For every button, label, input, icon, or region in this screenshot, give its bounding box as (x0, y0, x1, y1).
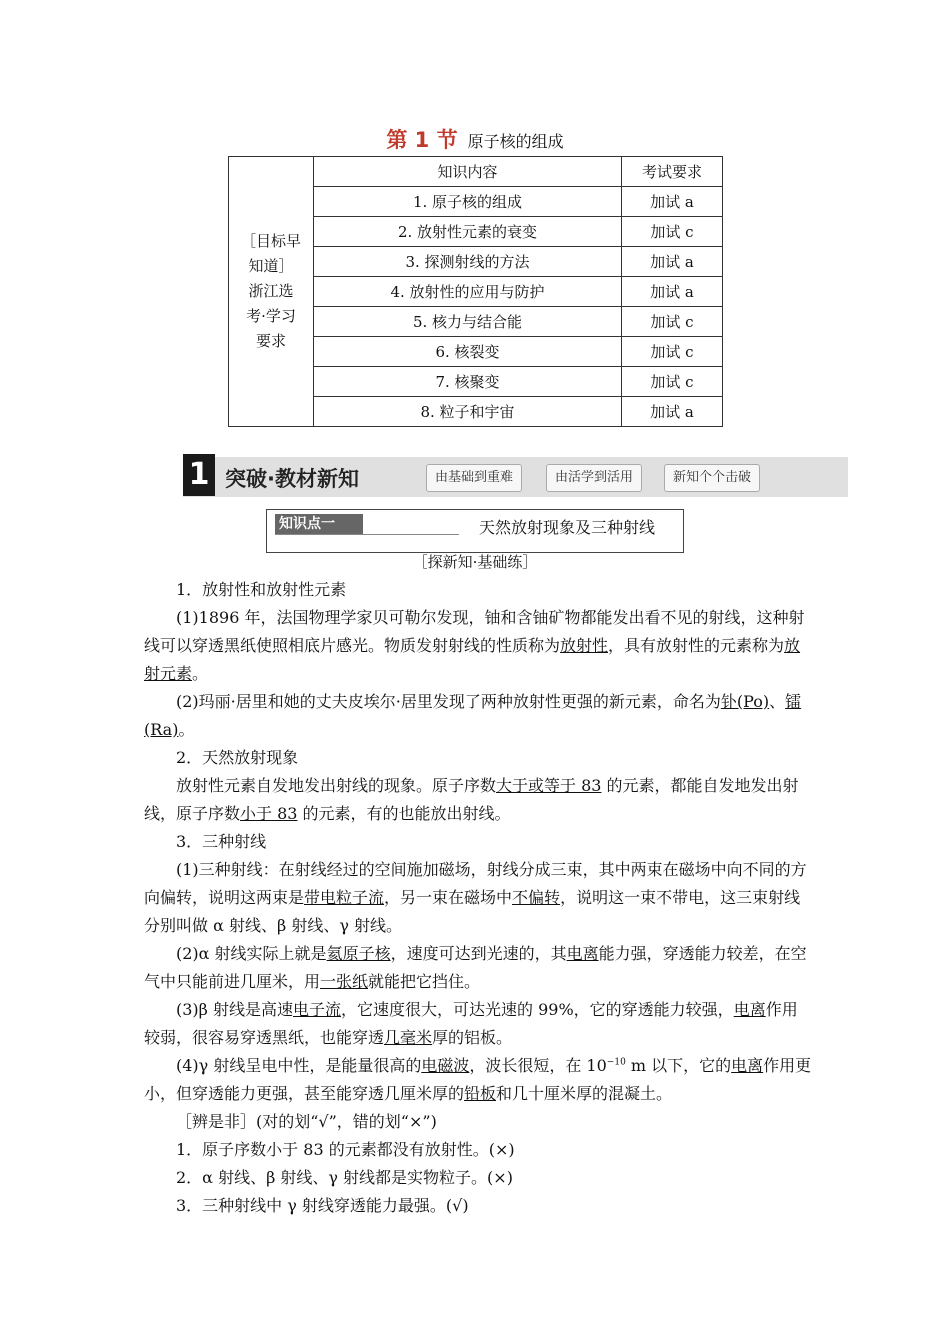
page-title (0, 124, 950, 154)
knowledge-tag: 知识点一 (275, 514, 363, 534)
banner-title: 突破·教材新知 (225, 467, 359, 491)
judge-item: 2．α 射线、β 射线、γ 射线都是实物粒子。(×) (176, 1168, 513, 1187)
table-left-label: ［目标早 知道］ 浙江选 考·学习 要求 (229, 157, 314, 427)
table-row: 1. 原子核的组成 加试 a (229, 187, 723, 217)
tag-underline (275, 534, 459, 535)
banner-button-basic: 由基础到重难 (426, 464, 522, 492)
table-row: 6. 核裂变 加试 c (229, 337, 723, 367)
section-title: 原子核的组成 (467, 132, 564, 151)
heading-2: 2．天然放射现象 (176, 748, 299, 767)
paragraph: (3)β 射线是高速电子流，它速度很大，可达光速的 99%，它的穿透能力较强，电离作用较弱，很容易穿透黑纸，也能穿透几毫米厚的铝板。 (144, 1000, 798, 1047)
main-content (144, 576, 812, 1220)
paragraph: 放射性元素自发地发出射线的现象。原子序数大于或等于 83 的元素，都能自发地发出射线，原子序数小于 83 的元素，有的也能放出射线。 (144, 776, 799, 823)
requirements-table (228, 156, 723, 427)
section-banner (183, 457, 848, 497)
paragraph: (2)α 射线实际上就是氦原子核，速度可达到光速的，其电离能力强，穿透能力较差，在空气中只能前进几厘米，用一张纸就能把它挡住。 (144, 944, 807, 991)
knowledge-title: 天然放射现象及三种射线 (479, 518, 656, 537)
table-row: 2. 放射性元素的衰变 加试 c (229, 217, 723, 247)
banner-number: 1 (183, 454, 215, 496)
judge-heading: ［辨是非］(对的划“√”，错的划“×”) (176, 1112, 437, 1131)
heading-3: 3．三种射线 (176, 832, 267, 851)
knowledge-subtitle: ［探新知·基础练］ (412, 553, 538, 571)
paragraph: (2)玛丽·居里和她的丈夫皮埃尔·居里发现了两种放射性更强的新元素，命名为钋(Po)、镭(Ra)。 (144, 692, 802, 739)
banner-button-apply: 由活学到活用 (546, 464, 642, 492)
paragraph: (4)γ 射线呈电中性，是能量很高的电磁波，波长很短，在 $10^{-10}$ m 以下，它的电离作用更小，但穿透能力更强，甚至能穿透几厘米厚的铅板和几十厘米厚的混凝土。 (144, 1056, 812, 1103)
table-header: 知识内容 (314, 157, 622, 187)
knowledge-point-box (266, 509, 684, 553)
section-number: 第 1 节 (386, 128, 458, 152)
judge-item: 1．原子序数小于 83 的元素都没有放射性。(×) (176, 1140, 515, 1159)
table-row: 3. 探测射线的方法 加试 a (229, 247, 723, 277)
paragraph: (1)1896 年，法国物理学家贝可勒尔发现，铀和含铀矿物都能发出看不见的射线，这种射线可以穿透黑纸使照相底片感光。物质发射射线的性质称为放射性，具有放射性的元素称为放射元素。 (144, 608, 805, 683)
table-row: 7. 核聚变 加试 c (229, 367, 723, 397)
heading-1: 1．放射性和放射性元素 (176, 580, 347, 599)
table-row: 8. 粒子和宇宙 加试 a (229, 397, 723, 427)
banner-button-master: 新知个个击破 (664, 464, 760, 492)
paragraph: (1)三种射线：在射线经过的空间施加磁场，射线分成三束，其中两束在磁场中向不同的方向偏转，说明这两束是带电粒子流，另一束在磁场中不偏转，说明这一束不带电，这三束射线分别叫做 α 射线、β 射线、γ 射线。 (144, 860, 807, 935)
table-header: 考试要求 (622, 157, 723, 187)
judge-item: 3．三种射线中 γ 射线穿透能力最强。(√) (176, 1196, 469, 1215)
table-row: 5. 核力与结合能 加试 c (229, 307, 723, 337)
table-row: 4. 放射性的应用与防护 加试 a (229, 277, 723, 307)
